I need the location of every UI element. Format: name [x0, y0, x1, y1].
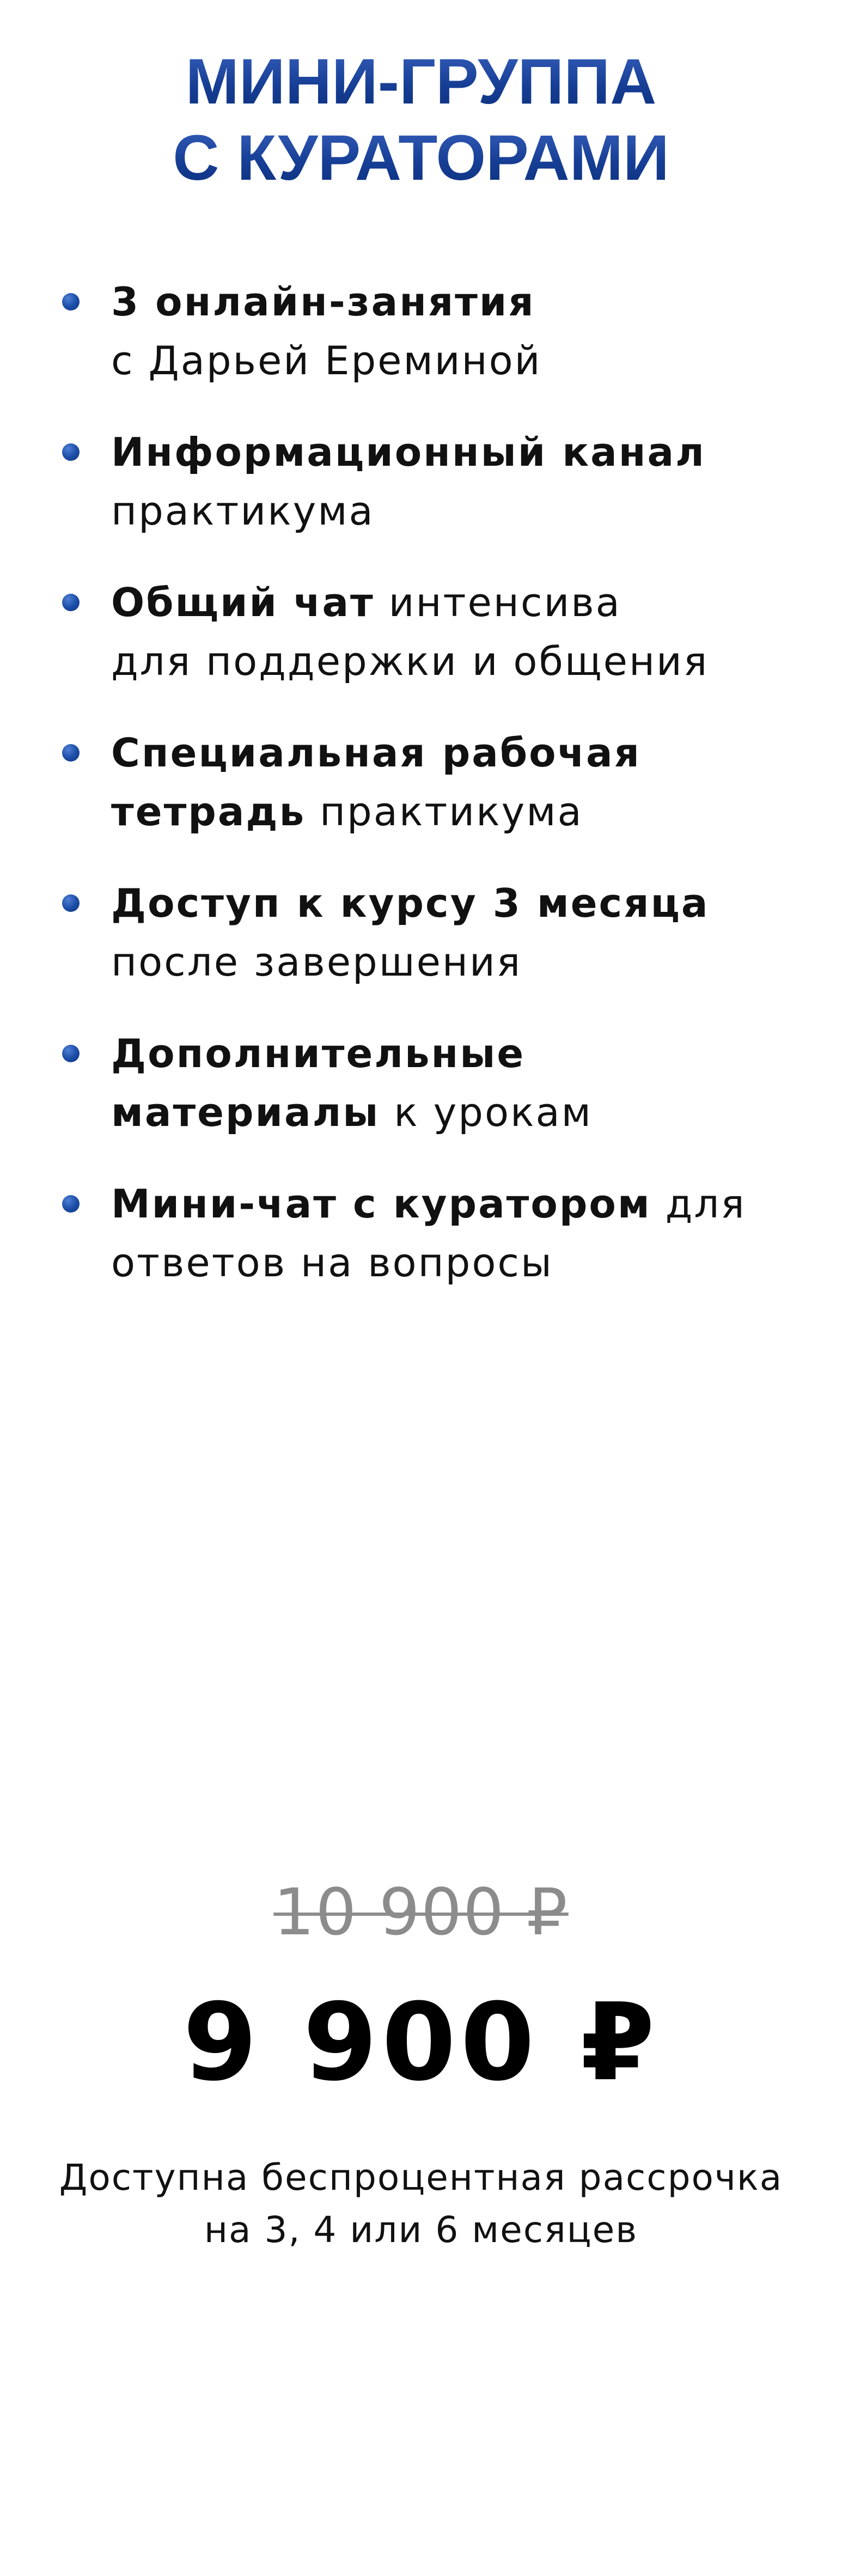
feature-bold: Доступ к курсу 3 месяца [111, 880, 710, 926]
feature-bold: Общий чат [111, 580, 375, 625]
feature-item-lessons [111, 272, 792, 390]
bullet-icon [62, 594, 80, 611]
old-price-value: 10 900 ₽ [273, 1874, 569, 1950]
feature-bold: тетрадь [111, 789, 306, 835]
bullet-icon [62, 293, 80, 310]
feature-bold: Дополнительные [111, 1031, 526, 1076]
bullet-icon [62, 1045, 80, 1062]
bullet-icon [62, 894, 80, 912]
installment-line-1: Доступна беспроцентная рассрочка [59, 2157, 783, 2199]
old-price [0, 1874, 842, 1950]
feature-text: после завершения [111, 939, 522, 985]
feature-bold: Специальная рабочая [111, 730, 641, 776]
bullet-icon [62, 1195, 80, 1213]
feature-bold: 3 онлайн-занятия [111, 279, 535, 325]
current-price: 9 900 ₽ [182, 1981, 660, 2105]
title-line-1: МИНИ-ГРУППА [0, 44, 842, 120]
feature-text: для поддержки и общения [111, 638, 709, 684]
feature-bold: Мини-чат с куратором [111, 1181, 651, 1227]
feature-text: к урокам [380, 1089, 593, 1135]
installment-note [0, 2152, 842, 2256]
feature-bold: Информационный канал [111, 429, 706, 475]
feature-item-extra-materials [111, 1024, 792, 1142]
feature-text: практикума [111, 488, 375, 534]
feature-text: интенсива [374, 580, 621, 625]
feature-text: практикума [306, 789, 583, 835]
feature-item-general-chat [111, 573, 792, 691]
installment-line-2: на 3, 4 или 6 месяцев [204, 2209, 638, 2251]
title-line-2: С КУРАТОРАМИ [0, 120, 842, 196]
feature-item-curator-chat [111, 1174, 792, 1292]
feature-item-workbook [111, 723, 792, 841]
feature-text: для [651, 1181, 746, 1227]
feature-item-info-channel [111, 423, 792, 540]
feature-text: с Дарьей Ереминой [111, 338, 542, 383]
bullet-icon [62, 443, 80, 461]
feature-item-access [111, 874, 792, 991]
bullet-icon [62, 744, 80, 762]
feature-text: ответов на вопросы [111, 1240, 553, 1286]
feature-bold: материалы [111, 1089, 380, 1135]
